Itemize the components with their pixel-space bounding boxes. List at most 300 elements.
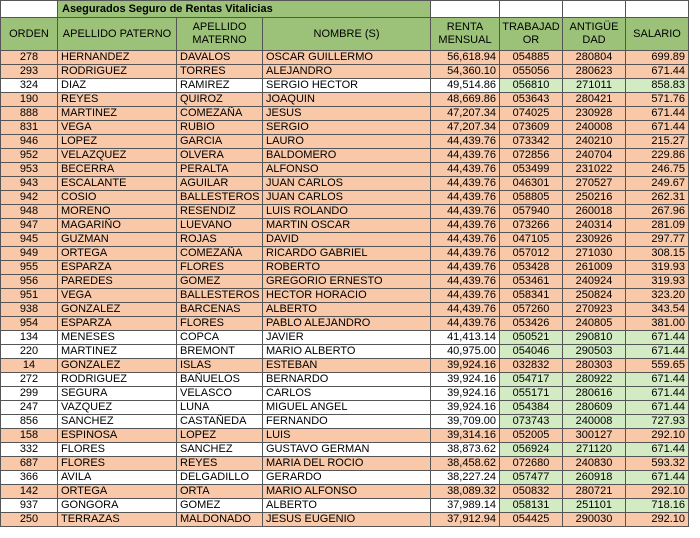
cell-apellido-materno[interactable]: LOPEZ — [177, 429, 263, 443]
cell-trabajador[interactable]: 046301 — [500, 177, 563, 191]
cell-salario[interactable]: 671.44 — [626, 121, 689, 135]
cell-trabajador[interactable]: 057260 — [500, 303, 563, 317]
cell-antiguedad[interactable]: 240210 — [563, 135, 626, 149]
cell-trabajador[interactable]: 054046 — [500, 345, 563, 359]
cell-nombre[interactable]: JOAQUIN — [263, 93, 431, 107]
cell-orden[interactable]: 945 — [1, 233, 58, 247]
cell-antiguedad[interactable]: 240314 — [563, 219, 626, 233]
cell-antiguedad[interactable]: 250216 — [563, 191, 626, 205]
cell-renta-mensual[interactable]: 44,439.76 — [431, 317, 500, 331]
cell-trabajador[interactable]: 072856 — [500, 149, 563, 163]
header-nombre[interactable]: NOMBRE (S) — [263, 18, 431, 51]
cell-renta-mensual[interactable]: 47,207.34 — [431, 121, 500, 135]
cell-antiguedad[interactable]: 240830 — [563, 457, 626, 471]
cell-nombre[interactable]: MARIO ALBERTO — [263, 345, 431, 359]
cell-apellido-paterno[interactable]: TERRAZAS — [58, 513, 177, 527]
cell-orden[interactable]: 856 — [1, 415, 58, 429]
cell-apellido-materno[interactable]: DELGADILLO — [177, 471, 263, 485]
cell-trabajador[interactable]: 074025 — [500, 107, 563, 121]
cell-salario[interactable]: 343.54 — [626, 303, 689, 317]
cell-nombre[interactable]: SERGIO HECTOR — [263, 79, 431, 93]
cell-renta-mensual[interactable]: 44,439.76 — [431, 247, 500, 261]
cell-salario[interactable]: 215.27 — [626, 135, 689, 149]
cell-orden[interactable]: 190 — [1, 93, 58, 107]
cell-antiguedad[interactable]: 230926 — [563, 233, 626, 247]
cell-orden[interactable]: 293 — [1, 65, 58, 79]
cell-salario[interactable]: 671.44 — [626, 345, 689, 359]
cell-apellido-materno[interactable]: PERALTA — [177, 163, 263, 177]
cell-nombre[interactable]: ALFONSO — [263, 163, 431, 177]
cell-antiguedad[interactable]: 240008 — [563, 121, 626, 135]
cell-trabajador[interactable]: 055056 — [500, 65, 563, 79]
cell-apellido-paterno[interactable]: MARTINEZ — [58, 345, 177, 359]
cell-renta-mensual[interactable]: 38,089.32 — [431, 485, 500, 499]
cell-antiguedad[interactable]: 261009 — [563, 261, 626, 275]
cell-trabajador[interactable]: 053461 — [500, 275, 563, 289]
cell-renta-mensual[interactable]: 44,439.76 — [431, 191, 500, 205]
cell-apellido-paterno[interactable]: GUZMAN — [58, 233, 177, 247]
cell-antiguedad[interactable]: 280623 — [563, 65, 626, 79]
cell-apellido-paterno[interactable]: LOPEZ — [58, 135, 177, 149]
cell-nombre[interactable]: JUAN CARLOS — [263, 191, 431, 205]
cell-trabajador[interactable]: 053426 — [500, 317, 563, 331]
cell-antiguedad[interactable]: 240008 — [563, 415, 626, 429]
cell-renta-mensual[interactable]: 38,227.24 — [431, 471, 500, 485]
cell-orden[interactable]: 949 — [1, 247, 58, 261]
cell-salario[interactable]: 319.93 — [626, 261, 689, 275]
cell-orden[interactable]: 938 — [1, 303, 58, 317]
cell-apellido-materno[interactable]: COMEZAÑA — [177, 107, 263, 121]
cell-trabajador[interactable]: 056810 — [500, 79, 563, 93]
cell-apellido-paterno[interactable]: PAREDES — [58, 275, 177, 289]
cell-antiguedad[interactable]: 280922 — [563, 373, 626, 387]
cell-salario[interactable]: 858.83 — [626, 79, 689, 93]
table-row — [1, 443, 689, 457]
cell-orden[interactable]: 247 — [1, 401, 58, 415]
cell-nombre[interactable]: CARLOS — [263, 387, 431, 401]
cell-renta-mensual[interactable]: 44,439.76 — [431, 289, 500, 303]
cell-salario[interactable]: 593.32 — [626, 457, 689, 471]
cell-antiguedad[interactable]: 240704 — [563, 149, 626, 163]
table-row — [1, 191, 689, 205]
cell-apellido-materno[interactable]: LUNA — [177, 401, 263, 415]
cell-salario[interactable]: 249.67 — [626, 177, 689, 191]
cell-salario[interactable]: 671.44 — [626, 373, 689, 387]
cell-salario[interactable]: 671.44 — [626, 107, 689, 121]
cell-renta-mensual[interactable]: 44,439.76 — [431, 135, 500, 149]
cell-salario[interactable]: 267.96 — [626, 205, 689, 219]
header-apellido-paterno[interactable]: APELLIDO PATERNO — [58, 18, 177, 51]
header-trabajador[interactable]: TRABAJAD OR — [500, 18, 563, 51]
cell-trabajador[interactable]: 073609 — [500, 121, 563, 135]
cell-renta-mensual[interactable]: 44,439.76 — [431, 177, 500, 191]
cell-renta-mensual[interactable]: 44,439.76 — [431, 205, 500, 219]
cell-orden[interactable]: 134 — [1, 331, 58, 345]
cell-trabajador[interactable]: 054384 — [500, 401, 563, 415]
header-apellido-materno[interactable]: APELLIDO MATERNO — [177, 18, 263, 51]
table-row — [1, 233, 689, 247]
cell-renta-mensual[interactable]: 39,709.00 — [431, 415, 500, 429]
cell-renta-mensual[interactable]: 39,924.16 — [431, 373, 500, 387]
cell-nombre[interactable]: LUIS ROLANDO — [263, 205, 431, 219]
cell-apellido-paterno[interactable]: AVILA — [58, 471, 177, 485]
cell-nombre[interactable]: DAVID — [263, 233, 431, 247]
cell-nombre[interactable]: RICARDO GABRIEL — [263, 247, 431, 261]
cell-salario[interactable]: 699.89 — [626, 51, 689, 65]
table-body — [1, 51, 689, 527]
cell-trabajador[interactable]: 058341 — [500, 289, 563, 303]
cell-apellido-materno[interactable]: GARCIA — [177, 135, 263, 149]
cell-renta-mensual[interactable]: 38,458.62 — [431, 457, 500, 471]
title-row — [1, 1, 689, 18]
cell-salario[interactable]: 292.10 — [626, 513, 689, 527]
cell-apellido-materno[interactable]: MALDONADO — [177, 513, 263, 527]
cell-trabajador[interactable]: 054717 — [500, 373, 563, 387]
cell-apellido-materno[interactable]: CASTAÑEDA — [177, 415, 263, 429]
cell-salario[interactable]: 319.93 — [626, 275, 689, 289]
cell-trabajador[interactable]: 053643 — [500, 93, 563, 107]
cell-apellido-materno[interactable]: QUIROZ — [177, 93, 263, 107]
cell-antiguedad[interactable]: 271011 — [563, 79, 626, 93]
cell-salario[interactable]: 671.44 — [626, 443, 689, 457]
cell-apellido-paterno[interactable]: VAZQUEZ — [58, 401, 177, 415]
cell-apellido-paterno[interactable]: MARTINEZ — [58, 107, 177, 121]
cell-nombre[interactable]: LAURO — [263, 135, 431, 149]
cell-nombre[interactable]: BERNARDO — [263, 373, 431, 387]
cell-trabajador[interactable]: 073266 — [500, 219, 563, 233]
cell-apellido-materno[interactable]: BALLESTEROS — [177, 289, 263, 303]
cell-trabajador[interactable]: 054885 — [500, 51, 563, 65]
cell-orden[interactable]: 142 — [1, 485, 58, 499]
cell-orden[interactable]: 956 — [1, 275, 58, 289]
cell-orden[interactable]: 948 — [1, 205, 58, 219]
cell-orden[interactable]: 943 — [1, 177, 58, 191]
table-row — [1, 247, 689, 261]
cell-antiguedad[interactable]: 250824 — [563, 289, 626, 303]
cell-orden[interactable]: 250 — [1, 513, 58, 527]
cell-salario[interactable]: 292.10 — [626, 485, 689, 499]
cell-orden[interactable]: 220 — [1, 345, 58, 359]
cell-renta-mensual[interactable]: 54,360.10 — [431, 65, 500, 79]
cell-apellido-paterno[interactable]: MENESES — [58, 331, 177, 345]
table-row — [1, 415, 689, 429]
cell-nombre[interactable]: OSCAR GUILLERMO — [263, 51, 431, 65]
cell-apellido-paterno[interactable]: FLORES — [58, 457, 177, 471]
cell-apellido-materno[interactable]: LUEVANO — [177, 219, 263, 233]
cell-apellido-materno[interactable]: ISLAS — [177, 359, 263, 373]
table-row — [1, 457, 689, 471]
cell-renta-mensual[interactable]: 44,439.76 — [431, 261, 500, 275]
cell-antiguedad[interactable]: 271030 — [563, 247, 626, 261]
header-antiguedad[interactable]: ANTIGÜE DAD — [563, 18, 626, 51]
cell-apellido-paterno[interactable]: RODRIGUEZ — [58, 65, 177, 79]
cell-orden[interactable]: 687 — [1, 457, 58, 471]
cell-trabajador[interactable]: 053499 — [500, 163, 563, 177]
cell-antiguedad[interactable]: 280303 — [563, 359, 626, 373]
header-row — [1, 18, 689, 51]
cell-antiguedad[interactable]: 290503 — [563, 345, 626, 359]
cell-antiguedad[interactable]: 271120 — [563, 443, 626, 457]
header-renta-mensual[interactable]: RENTA MENSUAL — [431, 18, 500, 51]
cell-orden[interactable]: 937 — [1, 499, 58, 513]
header-salario[interactable]: SALARIO — [626, 18, 689, 51]
cell-trabajador[interactable]: 032832 — [500, 359, 563, 373]
cell-nombre[interactable]: ALBERTO — [263, 303, 431, 317]
cell-nombre[interactable]: MARTIN OSCAR — [263, 219, 431, 233]
cell-apellido-materno[interactable]: FLORES — [177, 317, 263, 331]
cell-salario[interactable]: 229.86 — [626, 149, 689, 163]
cell-salario[interactable]: 671.44 — [626, 65, 689, 79]
cell-orden[interactable]: 951 — [1, 289, 58, 303]
cell-salario[interactable]: 297.77 — [626, 233, 689, 247]
cell-trabajador[interactable]: 058805 — [500, 191, 563, 205]
cell-orden[interactable]: 332 — [1, 443, 58, 457]
cell-renta-mensual[interactable]: 40,975.00 — [431, 345, 500, 359]
cell-salario[interactable]: 671.44 — [626, 401, 689, 415]
cell-nombre[interactable]: JESUS — [263, 107, 431, 121]
cell-renta-mensual[interactable]: 39,314.16 — [431, 429, 500, 443]
cell-orden[interactable]: 952 — [1, 149, 58, 163]
cell-apellido-paterno[interactable]: GONZALEZ — [58, 359, 177, 373]
cell-trabajador[interactable]: 055171 — [500, 387, 563, 401]
cell-apellido-materno[interactable]: GOMEZ — [177, 275, 263, 289]
cell-orden[interactable]: 953 — [1, 163, 58, 177]
cell-apellido-materno[interactable]: BAÑUELOS — [177, 373, 263, 387]
cell-nombre[interactable]: BALDOMERO — [263, 149, 431, 163]
cell-orden[interactable]: 272 — [1, 373, 58, 387]
cell-antiguedad[interactable]: 290810 — [563, 331, 626, 345]
cell-apellido-materno[interactable]: COPCA — [177, 331, 263, 345]
cell-apellido-materno[interactable]: BREMONT — [177, 345, 263, 359]
cell-salario[interactable]: 671.44 — [626, 387, 689, 401]
cell-nombre[interactable]: MARIA DEL ROCIO — [263, 457, 431, 471]
cell-apellido-materno[interactable]: DAVALOS — [177, 51, 263, 65]
cell-trabajador[interactable]: 050521 — [500, 331, 563, 345]
cell-antiguedad[interactable]: 240924 — [563, 275, 626, 289]
cell-apellido-materno[interactable]: OLVERA — [177, 149, 263, 163]
cell-antiguedad[interactable]: 230928 — [563, 107, 626, 121]
cell-antiguedad[interactable]: 280609 — [563, 401, 626, 415]
table-row — [1, 205, 689, 219]
cell-salario[interactable]: 281.09 — [626, 219, 689, 233]
cell-apellido-paterno[interactable]: GONGORA — [58, 499, 177, 513]
cell-renta-mensual[interactable]: 39,924.16 — [431, 359, 500, 373]
cell-renta-mensual[interactable]: 48,669.86 — [431, 93, 500, 107]
cell-nombre[interactable]: FERNANDO — [263, 415, 431, 429]
cell-salario[interactable]: 671.44 — [626, 331, 689, 345]
cell-apellido-materno[interactable]: RAMIREZ — [177, 79, 263, 93]
cell-apellido-paterno[interactable]: GONZALEZ — [58, 303, 177, 317]
cell-salario[interactable]: 571.76 — [626, 93, 689, 107]
cell-renta-mensual[interactable]: 44,439.76 — [431, 219, 500, 233]
cell-salario[interactable]: 292.10 — [626, 429, 689, 443]
cell-apellido-paterno[interactable]: ESPARZA — [58, 317, 177, 331]
cell-orden[interactable]: 954 — [1, 317, 58, 331]
cell-trabajador[interactable]: 047105 — [500, 233, 563, 247]
cell-renta-mensual[interactable]: 44,439.76 — [431, 149, 500, 163]
cell-apellido-materno[interactable]: ROJAS — [177, 233, 263, 247]
cell-orden[interactable]: 158 — [1, 429, 58, 443]
cell-renta-mensual[interactable]: 47,207.34 — [431, 107, 500, 121]
cell-salario[interactable]: 308.15 — [626, 247, 689, 261]
cell-apellido-materno[interactable]: SANCHEZ — [177, 443, 263, 457]
cell-apellido-materno[interactable]: TORRES — [177, 65, 263, 79]
cell-nombre[interactable]: GERARDO — [263, 471, 431, 485]
cell-salario[interactable]: 718.16 — [626, 499, 689, 513]
cell-nombre[interactable]: MIGUEL ANGEL — [263, 401, 431, 415]
cell-apellido-paterno[interactable]: VEGA — [58, 289, 177, 303]
cell-antiguedad[interactable]: 231022 — [563, 163, 626, 177]
cell-orden[interactable]: 366 — [1, 471, 58, 485]
cell-apellido-paterno[interactable]: ORTEGA — [58, 247, 177, 261]
cell-nombre[interactable]: HECTOR HORACIO — [263, 289, 431, 303]
header-orden[interactable]: ORDEN — [1, 18, 58, 51]
cell-trabajador[interactable]: 056924 — [500, 443, 563, 457]
table-row — [1, 177, 689, 191]
cell-trabajador[interactable]: 054425 — [500, 513, 563, 527]
cell-apellido-paterno[interactable]: HERNANDEZ — [58, 51, 177, 65]
cell-trabajador[interactable]: 072680 — [500, 457, 563, 471]
cell-trabajador[interactable]: 057940 — [500, 205, 563, 219]
table-row — [1, 485, 689, 499]
cell-apellido-paterno[interactable]: BECERRA — [58, 163, 177, 177]
cell-renta-mensual[interactable]: 49,514.86 — [431, 79, 500, 93]
cell-orden[interactable]: 299 — [1, 387, 58, 401]
cell-antiguedad[interactable]: 260018 — [563, 205, 626, 219]
cell-nombre[interactable]: MARIO ALFONSO — [263, 485, 431, 499]
table-row — [1, 51, 689, 65]
table-row — [1, 471, 689, 485]
cell-antiguedad[interactable]: 280721 — [563, 485, 626, 499]
cell-salario[interactable]: 262.31 — [626, 191, 689, 205]
cell-antiguedad[interactable]: 260918 — [563, 471, 626, 485]
cell-salario[interactable]: 559.65 — [626, 359, 689, 373]
cell-renta-mensual[interactable]: 56,618.94 — [431, 51, 500, 65]
cell-nombre[interactable]: GUSTAVO GERMAN — [263, 443, 431, 457]
cell-apellido-paterno[interactable]: SANCHEZ — [58, 415, 177, 429]
title-blank-cell — [563, 1, 626, 18]
cell-orden[interactable]: 946 — [1, 135, 58, 149]
cell-apellido-materno[interactable]: VELASCO — [177, 387, 263, 401]
table-row — [1, 135, 689, 149]
cell-apellido-materno[interactable]: FLORES — [177, 261, 263, 275]
cell-antiguedad[interactable]: 270923 — [563, 303, 626, 317]
cell-renta-mensual[interactable]: 39,924.16 — [431, 401, 500, 415]
table-row — [1, 373, 689, 387]
cell-nombre[interactable]: PABLO ALEJANDRO — [263, 317, 431, 331]
cell-apellido-paterno[interactable]: FLORES — [58, 443, 177, 457]
table-row — [1, 513, 689, 527]
cell-renta-mensual[interactable]: 44,439.76 — [431, 163, 500, 177]
cell-salario[interactable]: 671.44 — [626, 471, 689, 485]
cell-trabajador[interactable]: 050832 — [500, 485, 563, 499]
cell-apellido-materno[interactable]: RESENDIZ — [177, 205, 263, 219]
cell-apellido-materno[interactable]: BALLESTEROS — [177, 191, 263, 205]
cell-orden[interactable]: 942 — [1, 191, 58, 205]
cell-apellido-paterno[interactable]: ORTEGA — [58, 485, 177, 499]
cell-apellido-materno[interactable]: AGUILAR — [177, 177, 263, 191]
cell-nombre[interactable]: JUAN CARLOS — [263, 177, 431, 191]
table-row — [1, 107, 689, 121]
cell-renta-mensual[interactable]: 41,413.14 — [431, 331, 500, 345]
cell-trabajador[interactable]: 073743 — [500, 415, 563, 429]
cell-apellido-paterno[interactable]: MAGARIÑO — [58, 219, 177, 233]
cell-renta-mensual[interactable]: 39,924.16 — [431, 387, 500, 401]
cell-apellido-materno[interactable]: GOMEZ — [177, 499, 263, 513]
cell-apellido-paterno[interactable]: SEGURA — [58, 387, 177, 401]
cell-nombre[interactable]: LUIS — [263, 429, 431, 443]
cell-salario[interactable]: 323.20 — [626, 289, 689, 303]
cell-orden[interactable]: 14 — [1, 359, 58, 373]
cell-apellido-paterno[interactable]: RODRIGUEZ — [58, 373, 177, 387]
cell-trabajador[interactable]: 052005 — [500, 429, 563, 443]
cell-apellido-paterno[interactable]: MORENO — [58, 205, 177, 219]
cell-nombre[interactable]: GREGORIO ERNESTO — [263, 275, 431, 289]
cell-renta-mensual[interactable]: 37,912.94 — [431, 513, 500, 527]
cell-orden[interactable]: 831 — [1, 121, 58, 135]
cell-trabajador[interactable]: 053428 — [500, 261, 563, 275]
cell-apellido-materno[interactable]: RUBIO — [177, 121, 263, 135]
cell-salario[interactable]: 381.00 — [626, 317, 689, 331]
cell-nombre[interactable]: JAVIER — [263, 331, 431, 345]
cell-orden[interactable]: 955 — [1, 261, 58, 275]
cell-apellido-materno[interactable]: BARCENAS — [177, 303, 263, 317]
cell-renta-mensual[interactable]: 44,439.76 — [431, 275, 500, 289]
cell-antiguedad[interactable]: 280421 — [563, 93, 626, 107]
cell-antiguedad[interactable]: 280804 — [563, 51, 626, 65]
cell-nombre[interactable]: ALEJANDRO — [263, 65, 431, 79]
cell-salario[interactable]: 246.75 — [626, 163, 689, 177]
cell-orden[interactable]: 947 — [1, 219, 58, 233]
cell-salario[interactable]: 727.93 — [626, 415, 689, 429]
cell-orden[interactable]: 888 — [1, 107, 58, 121]
cell-trabajador[interactable]: 073342 — [500, 135, 563, 149]
cell-trabajador[interactable]: 057477 — [500, 471, 563, 485]
cell-apellido-materno[interactable]: ORTA — [177, 485, 263, 499]
cell-nombre[interactable]: SERGIO — [263, 121, 431, 135]
cell-antiguedad[interactable]: 270527 — [563, 177, 626, 191]
cell-apellido-paterno[interactable]: ESPARZA — [58, 261, 177, 275]
cell-apellido-paterno[interactable]: ESCALANTE — [58, 177, 177, 191]
table-row — [1, 219, 689, 233]
cell-renta-mensual[interactable]: 44,439.76 — [431, 233, 500, 247]
cell-apellido-paterno[interactable]: DIAZ — [58, 79, 177, 93]
cell-orden[interactable]: 324 — [1, 79, 58, 93]
cell-apellido-paterno[interactable]: VEGA — [58, 121, 177, 135]
cell-nombre[interactable]: ALBERTO — [263, 499, 431, 513]
cell-antiguedad[interactable]: 240805 — [563, 317, 626, 331]
cell-antiguedad[interactable]: 251101 — [563, 499, 626, 513]
cell-apellido-materno[interactable]: COMEZAÑA — [177, 247, 263, 261]
cell-renta-mensual[interactable]: 44,439.76 — [431, 303, 500, 317]
cell-renta-mensual[interactable]: 37,989.14 — [431, 499, 500, 513]
cell-apellido-materno[interactable]: REYES — [177, 457, 263, 471]
cell-antiguedad[interactable]: 280616 — [563, 387, 626, 401]
cell-trabajador[interactable]: 058131 — [500, 499, 563, 513]
cell-apellido-paterno[interactable]: COSIO — [58, 191, 177, 205]
cell-apellido-paterno[interactable]: REYES — [58, 93, 177, 107]
cell-apellido-paterno[interactable]: ESPINOSA — [58, 429, 177, 443]
cell-antiguedad[interactable]: 300127 — [563, 429, 626, 443]
cell-antiguedad[interactable]: 290030 — [563, 513, 626, 527]
cell-apellido-paterno[interactable]: VELAZQUEZ — [58, 149, 177, 163]
cell-renta-mensual[interactable]: 38,873.62 — [431, 443, 500, 457]
cell-trabajador[interactable]: 057012 — [500, 247, 563, 261]
cell-nombre[interactable]: ROBERTO — [263, 261, 431, 275]
cell-orden[interactable]: 278 — [1, 51, 58, 65]
cell-nombre[interactable]: ESTEBAN — [263, 359, 431, 373]
cell-nombre[interactable]: JESUS EUGENIO — [263, 513, 431, 527]
